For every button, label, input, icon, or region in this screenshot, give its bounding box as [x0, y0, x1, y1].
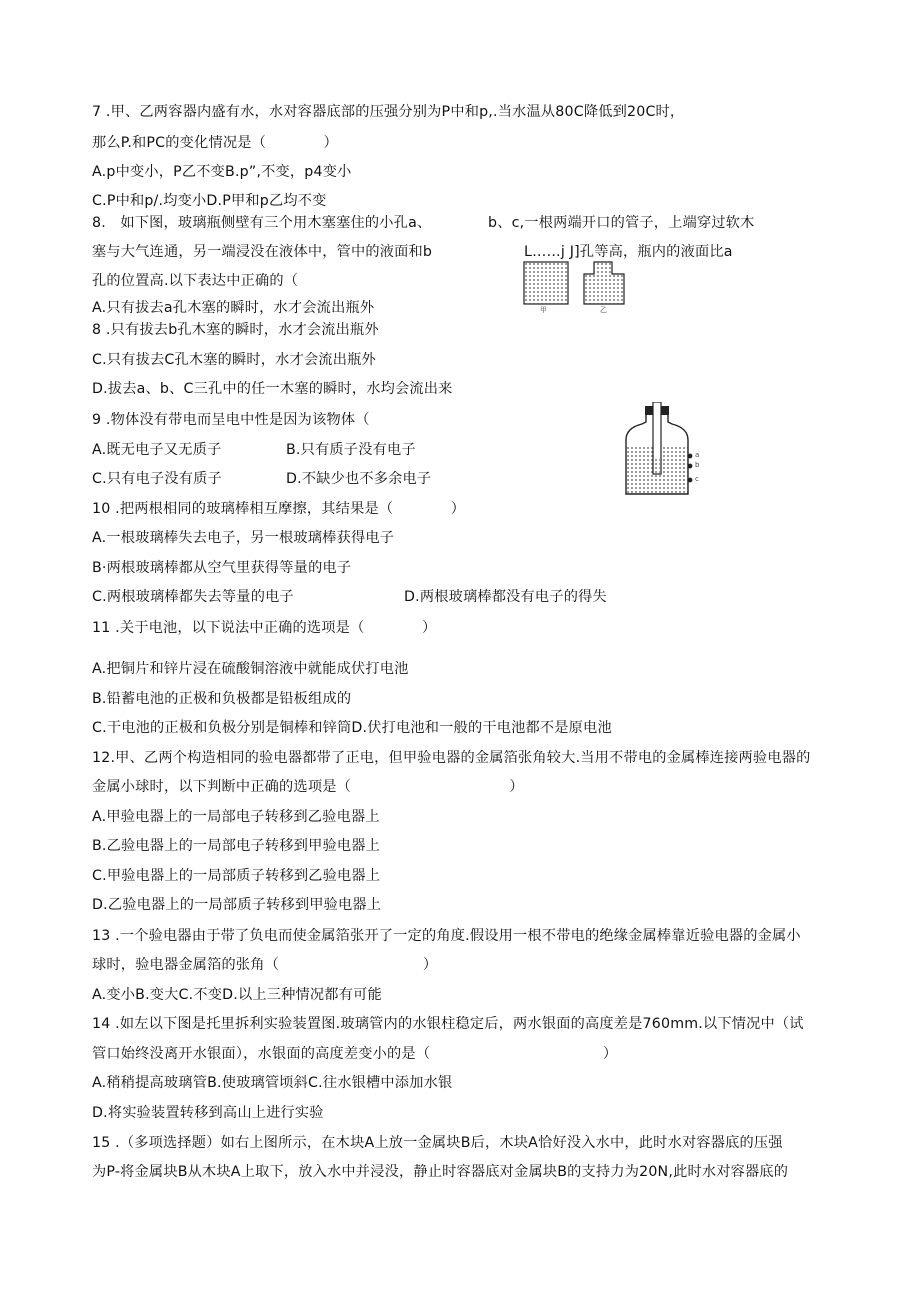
q15-stem: 15 .（多项选择题）如右上图所示，在木块A上放一金属块B后，木块A恰好没入水中，此时水对容器底的压强 — [92, 1135, 783, 1151]
q14-stem: 14 .如左以下图是托里拆利实验装置图.玻璃管内的水银柱稳定后，两水银面的高度差是760mm.以下情况中（试 — [92, 1016, 804, 1032]
q8-stem-right: b、c,一根两端开口的管子，上端穿过软木 — [488, 215, 755, 231]
q8-stem: 8. 如下图，玻璃瓶侧壁有三个用木塞塞住的小孔a、 — [92, 215, 432, 231]
q12-stem-cont: 金属小球时，以下判断中正确的选项是（ ） — [92, 779, 524, 795]
q10-option-b: B·两根玻璃棒都从空气里获得等量的电子 — [92, 560, 352, 576]
q7-options-cd: C.P中和p/.均变小D.P甲和p乙均不变 — [92, 193, 327, 209]
q12-option-c: C.甲验电器上的一局部质子转移到乙验电器上 — [92, 868, 381, 884]
label-hole-b: b — [695, 461, 700, 469]
q7-options-ab: A.p中变小，P乙不变B.p”,不变，p4变小 — [92, 164, 352, 180]
q10-option-a: A.一根玻璃棒失去电子，另一根玻璃棒获得电子 — [92, 530, 395, 546]
q12-option-d: D.乙验电器上的一局部质子转移到甲验电器上 — [92, 897, 382, 913]
q13-stem-cont: 球时，验电器金属箔的张角（ ） — [92, 957, 438, 973]
q9-option-c: C.只有电子没有质子 — [92, 471, 222, 487]
q10-option-c: C.两根玻璃棒都失去等量的电子 — [92, 589, 294, 605]
containers-figure — [520, 258, 632, 316]
q13-options: A.变小B.变大C.不变D.以上三种情况都有可能 — [92, 987, 382, 1003]
tube-liquid — [654, 458, 660, 473]
bottle-figure — [618, 402, 710, 498]
q9-option-a: A.既无电子又无质子 — [92, 442, 222, 458]
hole-a — [688, 454, 693, 459]
q11-stem: 11 .关于电池，以下说法中正确的选项是（ ） — [92, 620, 437, 636]
q12-stem: 12.甲、乙两个构造相同的验电器都带了正电，但甲验电器的金属箔张角较大.当用不带电的金属棒连接两验电器的 — [92, 750, 811, 766]
hole-b — [688, 464, 693, 469]
q8-option-c: C.只有拔去C孔木塞的瞬时，水才会流出瓶外 — [92, 352, 376, 368]
q8-option-a: A.只有拔去a孔木塞的瞬时，水才会流出瓶外 — [92, 300, 375, 316]
q10-option-d: D.两根玻璃棒都没有电子的得失 — [404, 589, 607, 605]
label-jia: 甲 — [540, 306, 547, 314]
label-yi: 乙 — [600, 306, 607, 314]
q8-option-b: 8 .只有拔去b孔木塞的瞬时，水才会流出瓶外 — [92, 322, 379, 338]
bottle-drawing — [618, 402, 710, 498]
hole-c — [688, 478, 693, 483]
q7-stem-cont: 那么P.和PC的变化情况是（ ） — [92, 135, 338, 151]
q13-stem: 13 .一个验电器由于带了负电而使金属箔张开了一定的角度.假设用一根不带电的绝缘金属棒靠近验电器的金属小 — [92, 928, 801, 944]
q14-options-abc: A.稍稍提高玻璃管B.使玻璃管顷斜C.往水银槽中添加水银 — [92, 1075, 453, 1091]
q12-option-a: A.甲验电器上的一局部电子转移到乙验电器上 — [92, 809, 380, 825]
container-yi — [584, 262, 624, 304]
q11-option-a: A.把铜片和锌片浸在硫酸铜溶液中就能成伏打电池 — [92, 661, 409, 677]
container-jia — [524, 262, 568, 304]
q12-option-b: B.乙验电器上的一局部电子转移到甲验电器上 — [92, 838, 381, 854]
label-hole-a: a — [695, 451, 700, 459]
q10-stem: 10 .把两根相同的玻璃棒相互摩擦，其结果是（ ） — [92, 501, 466, 517]
q15-stem-cont: 为P-将金属块B从木块A上取下，放入水中并浸没，静止时容器底对金属块B的支持力为20N,此时水对容器底的 — [92, 1164, 789, 1180]
q8-option-d: D.拔去a、b、C三孔中的任一木塞的瞬时，水均会流出来 — [92, 381, 453, 397]
q14-stem-cont: 管口始终没离开水银面），水银面的高度差变小的是（ ） — [92, 1046, 618, 1062]
q7-stem: 7 .甲、乙两容器内盛有水，水对容器底部的压强分别为P中和p,.当水温从80C降低到20C时， — [92, 104, 685, 120]
q9-option-b: B.只有质子没有电子 — [286, 442, 416, 458]
q11-options-cd: C.干电池的正极和负极分别是铜棒和锌筒D.伏打电池和一般的干电池都不是原电池 — [92, 720, 612, 736]
label-hole-c: c — [695, 475, 699, 483]
q8-stem-end: 孔的位置高.以下表达中正确的（ — [92, 273, 299, 289]
q9-stem: 9 .物体没有带电而呈电中性是因为该物体（ — [92, 412, 370, 428]
containers-drawing — [520, 258, 632, 316]
q8-stem-cont: 塞与大气连通，另一端浸没在液体中，管中的液面和b — [92, 244, 433, 260]
q9-option-d: D.不缺少也不多余电子 — [286, 471, 432, 487]
q11-option-b: B.铅蓄电池的正极和负极都是铅板组成的 — [92, 691, 352, 707]
q8-stem-cont-right: L……j J]孔等高，瓶内的液面比a — [524, 244, 733, 260]
q14-option-d: D.将实验装置转移到高山上进行实验 — [92, 1105, 324, 1121]
